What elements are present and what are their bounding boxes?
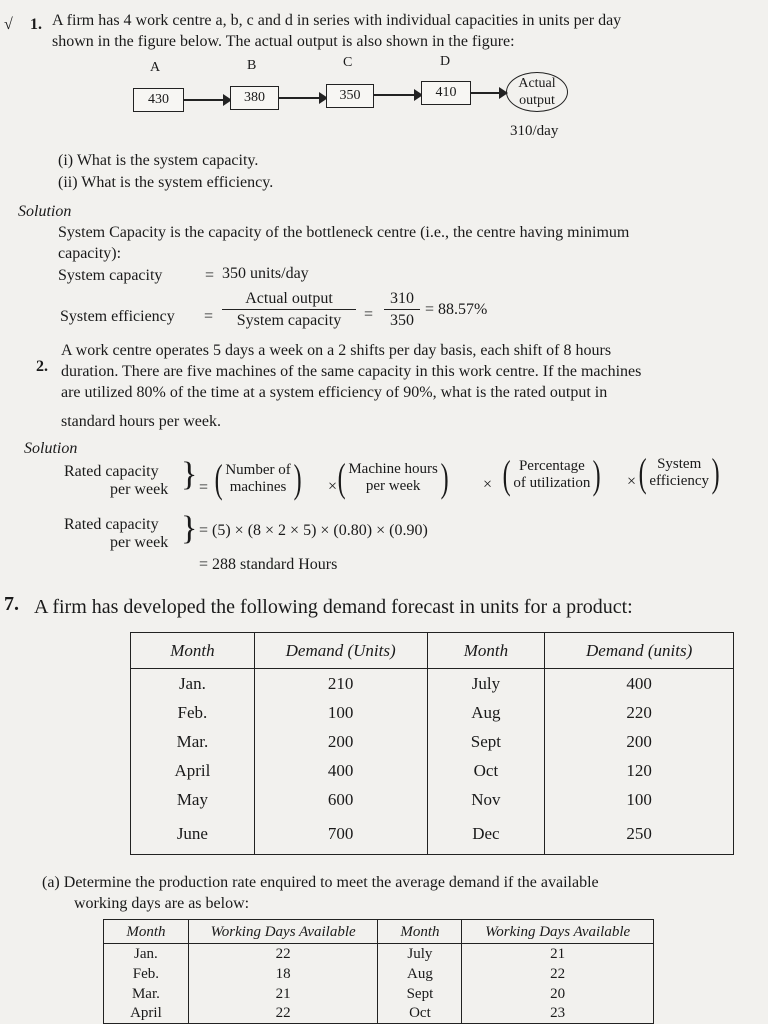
- month-cell: April: [104, 1004, 189, 1024]
- actual-output-oval: [506, 72, 568, 112]
- header-month-2: Month: [427, 633, 545, 669]
- days-cell: 22: [462, 964, 654, 984]
- output-label-line-2: output: [519, 93, 555, 108]
- rated-eq-1: =: [199, 479, 209, 496]
- centre-label-a: A: [150, 60, 161, 75]
- system-capacity-value: 350 units/day: [222, 265, 309, 282]
- table-row: [131, 699, 734, 728]
- month-cell: Nov: [427, 786, 545, 815]
- demand-cell: 250: [545, 815, 734, 855]
- wd-header-month-2: Month: [378, 920, 462, 944]
- table-row: [131, 815, 734, 855]
- q2-line-3: are utilized 80% of the time at a system efficiency of 90%, what is the rated output in: [61, 384, 608, 401]
- part-a-line-1: (a) Determine the production rate enquired to meet the average demand if the available: [42, 874, 599, 891]
- times-1: ×: [328, 478, 338, 495]
- output-label-line-1: Actual: [518, 76, 556, 91]
- table-row: [131, 728, 734, 757]
- centre-label-d: D: [440, 54, 451, 69]
- demand-cell: 400: [254, 757, 427, 786]
- efficiency-fraction-2: [384, 288, 420, 331]
- days-cell: 21: [462, 944, 654, 964]
- q7-text: A firm has developed the following demand forecast in units for a product:: [34, 596, 633, 618]
- tick-mark: √: [4, 16, 13, 33]
- brace-2: }: [181, 510, 198, 547]
- demand-cell: 100: [545, 786, 734, 815]
- month-cell: Sept: [427, 728, 545, 757]
- rated-capacity-text: Rated capacity: [64, 463, 159, 480]
- demand-cell: 100: [254, 699, 427, 728]
- wd-header-days-1: Working Days Available: [188, 920, 378, 944]
- term-2-line-1: Machine hours: [348, 461, 438, 477]
- days-cell: 22: [188, 944, 378, 964]
- wd-header-month-1: Month: [104, 920, 189, 944]
- days-cell: 20: [462, 984, 654, 1004]
- rated-calculation: = (5) × (8 × 2 × 5) × (0.80) × (0.90): [199, 522, 428, 539]
- centre-label-c: C: [343, 55, 353, 70]
- month-cell: May: [131, 786, 255, 815]
- demand-cell: 200: [545, 728, 734, 757]
- q1-sub-ii: (ii) What is the system efficiency.: [58, 174, 274, 191]
- q2-line-2: duration. There are five machines of the same capacity in this work centre. If the machines: [61, 363, 642, 380]
- term-number-of-machines: ( Number of machines ): [214, 456, 302, 501]
- term-4-line-1: System: [657, 456, 702, 472]
- system-efficiency-eq: =: [204, 308, 214, 325]
- term-percentage-utilization: ( Percentage of utilization ): [502, 452, 602, 497]
- efficiency-result: = 88.57%: [425, 301, 488, 318]
- q1-sub-i: (i) What is the system capacity.: [58, 152, 259, 169]
- system-capacity-eq: =: [205, 267, 215, 284]
- rated-result: = 288 standard Hours: [199, 556, 338, 573]
- month-cell: Mar.: [104, 984, 189, 1004]
- demand-cell: 210: [254, 669, 427, 699]
- sol1-line-2: capacity):: [58, 245, 122, 262]
- month-cell: July: [427, 669, 545, 699]
- times-2: ×: [483, 476, 493, 493]
- days-cell: 23: [462, 1004, 654, 1024]
- table-row: [104, 964, 654, 984]
- term-system-efficiency: ( System efficiency ): [638, 450, 720, 495]
- table-row: [104, 1004, 654, 1024]
- arrow-c-d: [373, 94, 421, 96]
- demand-cell: 200: [254, 728, 427, 757]
- rated-capacity-label-2: [64, 516, 168, 552]
- wd-header-days-2: Working Days Available: [462, 920, 654, 944]
- demand-cell: 600: [254, 786, 427, 815]
- month-cell: Aug: [427, 699, 545, 728]
- term-1-line-2: machines: [229, 479, 287, 495]
- term-2-line-2: per week: [365, 478, 421, 494]
- header-demand-1: Demand (Units): [254, 633, 427, 669]
- arrow-b-c: [278, 97, 326, 99]
- efficiency-eq-2: =: [364, 306, 374, 323]
- q2-line-1: A work centre operates 5 days a week on a 2 shifts per day basis, each shift of 8 hours: [61, 342, 612, 359]
- rated-capacity-label-1: [64, 463, 168, 499]
- system-efficiency-label: System efficiency: [60, 308, 175, 325]
- fraction-1-denominator: System capacity: [222, 309, 356, 331]
- term-machine-hours: ( Machine hours per week ): [337, 455, 449, 500]
- term-3-line-1: Percentage: [518, 458, 585, 474]
- table-row: [131, 757, 734, 786]
- q7-number: 7.: [4, 593, 19, 615]
- header-month-1: Month: [131, 633, 255, 669]
- centre-box-b: 380: [230, 86, 279, 110]
- term-1-line-1: Number of: [225, 462, 291, 478]
- q1-number: 1.: [30, 16, 42, 33]
- centre-box-a: 430: [133, 88, 184, 112]
- demand-cell: 700: [254, 815, 427, 855]
- demand-forecast-table: [130, 632, 734, 855]
- month-cell: Oct: [378, 1004, 462, 1024]
- per-week-text-2: per week: [110, 534, 169, 551]
- rated-capacity-text-2: Rated capacity: [64, 516, 159, 533]
- term-4-line-2: efficiency: [649, 473, 710, 489]
- month-cell: Dec: [427, 815, 545, 855]
- days-cell: 22: [188, 1004, 378, 1024]
- month-cell: April: [131, 757, 255, 786]
- month-cell: Sept: [378, 984, 462, 1004]
- month-cell: Mar.: [131, 728, 255, 757]
- term-3-line-2: of utilization: [513, 475, 591, 491]
- arrow-a-b: [183, 99, 230, 101]
- table-row: [131, 786, 734, 815]
- demand-table-header: [131, 633, 734, 669]
- demand-cell: 120: [545, 757, 734, 786]
- table-row: [131, 669, 734, 699]
- month-cell: Jan.: [131, 669, 255, 699]
- month-cell: Jan.: [104, 944, 189, 964]
- q1-line-2: shown in the figure below. The actual output is also shown in the figure:: [52, 33, 515, 50]
- output-rate: 310/day: [510, 123, 559, 139]
- table-row: [104, 984, 654, 1004]
- table-row: [104, 944, 654, 964]
- sol1-line-1: System Capacity is the capacity of the bottleneck centre (i.e., the centre having minimum: [58, 224, 630, 241]
- q2-number: 2.: [36, 358, 48, 375]
- arrow-d-output: [470, 92, 506, 94]
- brace-1: }: [181, 456, 198, 493]
- solution-1-heading: Solution: [18, 203, 72, 220]
- efficiency-fraction-1: [222, 288, 356, 331]
- part-a-line-2: working days are as below:: [74, 895, 250, 912]
- fraction-2-numerator: 310: [390, 290, 414, 307]
- month-cell: June: [131, 815, 255, 855]
- working-days-header: [104, 920, 654, 944]
- q1-line-1: A firm has 4 work centre a, b, c and d in series with individual capacities in units per day: [52, 12, 622, 29]
- times-3: ×: [627, 473, 637, 490]
- month-cell: Aug: [378, 964, 462, 984]
- system-capacity-label: System capacity: [58, 267, 163, 284]
- demand-cell: 400: [545, 669, 734, 699]
- centre-label-b: B: [247, 58, 257, 73]
- demand-cell: 220: [545, 699, 734, 728]
- month-cell: Feb.: [104, 964, 189, 984]
- solution-2-heading: Solution: [24, 440, 78, 457]
- header-demand-2: Demand (units): [545, 633, 734, 669]
- centre-box-d: 410: [421, 81, 471, 105]
- days-cell: 21: [188, 984, 378, 1004]
- month-cell: Oct: [427, 757, 545, 786]
- month-cell: Feb.: [131, 699, 255, 728]
- q2-line-4: standard hours per week.: [61, 413, 221, 430]
- days-cell: 18: [188, 964, 378, 984]
- centre-box-c: 350: [326, 84, 374, 108]
- per-week-text: per week: [110, 481, 169, 498]
- fraction-1-numerator: Actual output: [245, 290, 333, 307]
- month-cell: July: [378, 944, 462, 964]
- working-days-table: [103, 919, 654, 1024]
- fraction-2-denominator: 350: [384, 309, 420, 331]
